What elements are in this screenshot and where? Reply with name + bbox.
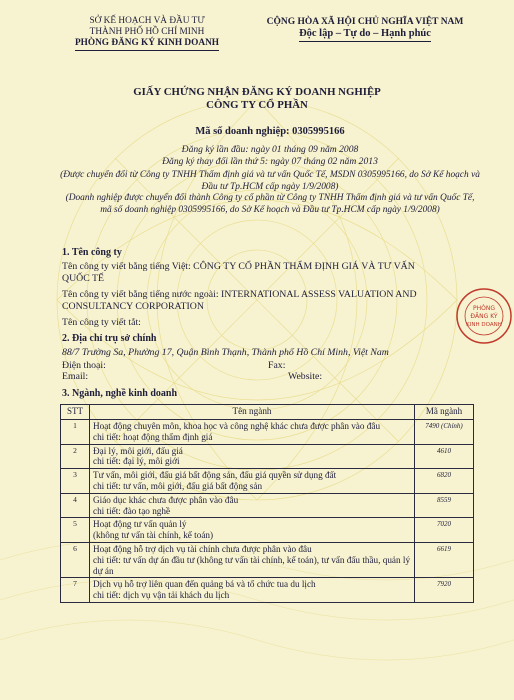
svg-text:KINH DOANH: KINH DOANH [466, 322, 502, 328]
business-name-detail: chi tiết: hoạt động thẩm định giá [93, 431, 213, 442]
conversion-note-2: (Doanh nghiệp được chuyển đổi thành Công ty cổ phần từ Công ty TNHH Thẩm định giá và tư vấn Quốc Tế, mã số doanh nghiệp 0305995166, do Sở Kế hoạch và Đầu tư Tp.HCM cấp ngày 1/9/2008) [65, 193, 475, 215]
col-stt: STT [61, 405, 90, 420]
change-registration: Đăng ký thay đổi lần thứ 5: ngày 07 tháng 02 năm 2013 [162, 156, 378, 167]
row-business-code: 8559 [415, 493, 474, 518]
business-name-main: Hoạt động chuyên môn, khoa học và công nghệ khác chưa được phân vào đâu [93, 421, 381, 431]
table-row [61, 444, 474, 469]
row-business-code: 6619 [415, 542, 474, 577]
row-business-code: 4610 [415, 444, 474, 469]
tax-code: Mã số doanh nghiệp: 0305995166 [195, 126, 345, 137]
table-row [61, 518, 474, 543]
motto: Độc lập – Tự do – Hạnh phúc [299, 28, 431, 42]
col-code: Mã ngành [415, 405, 474, 420]
row-stt: 7 [61, 578, 90, 603]
company-type: CÔNG TY CỔ PHẦN [206, 99, 308, 111]
row-business-code: 6820 [415, 469, 474, 494]
business-name-detail: (không tư vấn tài chính, kế toán) [93, 530, 214, 541]
section-1-heading: 1. Tên công ty [62, 247, 122, 258]
company-short-name: Tên công ty viết tắt: [62, 317, 141, 328]
table-row [61, 542, 474, 577]
row-business-name [90, 444, 415, 469]
agency-line-1: SỞ KẾ HOẠCH VÀ ĐẦU TƯ [89, 16, 205, 26]
website-label: Website: [288, 371, 323, 382]
table-header-row [61, 405, 474, 420]
company-name-vn: Tên công ty viết bằng tiếng Việt: CÔNG TY CỔ PHẦN THẨM ĐỊNH GIÁ VÀ TƯ VẤN QUỐC TẾ [62, 261, 415, 284]
conversion-note-1: (Được chuyển đổi từ Công ty TNHH Thẩm định giá và tư vấn Quốc Tế, MSDN 0305995166, do Sở Kế hoạch và Đầu tư Tp.HCM cấp ngày 1/9/2008) [60, 170, 480, 192]
row-business-name [90, 469, 415, 494]
business-name-detail: chi tiết: đại lý, môi giới [93, 456, 180, 467]
row-business-name [90, 420, 415, 445]
row-stt: 5 [61, 518, 90, 543]
table-row [61, 469, 474, 494]
svg-text:ĐĂNG KÝ: ĐĂNG KÝ [470, 313, 498, 320]
business-name-main: Đại lý, môi giới, đấu giá [93, 445, 183, 456]
row-business-name [90, 542, 415, 577]
first-registration: Đăng ký lần đầu: ngày 01 tháng 09 năm 2008 [181, 144, 359, 155]
business-name-main: Hoạt động hỗ trợ dịch vụ tài chính chưa được phân vào đâu [93, 543, 312, 554]
table-row [61, 493, 474, 518]
table-row [61, 420, 474, 445]
agency-line-3: PHÒNG ĐĂNG KÝ KINH DOANH [75, 38, 219, 51]
col-name: Tên ngành [90, 405, 415, 420]
business-name-main: Giáo dục khác chưa được phân vào đâu [93, 494, 239, 505]
certificate-title: GIẤY CHỨNG NHẬN ĐĂNG KÝ DOANH NGHIỆP [133, 86, 381, 98]
conversion-notes [60, 170, 480, 216]
row-stt: 4 [61, 493, 90, 518]
business-name-detail: chi tiết: tư vấn, môi giới, đấu giá bất động sản [93, 480, 263, 491]
business-name-detail: chi tiết: đào tạo nghề [93, 505, 171, 516]
business-name-main: Dịch vụ hỗ trợ liên quan đến quảng bá và tổ chức tua du lịch [93, 579, 316, 590]
row-stt: 3 [61, 469, 90, 494]
svg-text:PHÒNG: PHÒNG [473, 305, 495, 312]
business-lines-body [61, 420, 474, 603]
official-stamp [454, 286, 514, 346]
issuing-agency [52, 16, 242, 51]
nation-name: CỘNG HÒA XÃ HỘI CHỦ NGHĨA VIỆT NAM [266, 17, 464, 27]
company-name-foreign: Tên công ty viết bằng tiếng nước ngoài: INTERNATIONAL ASSESS VALUATION AND CONSULTANCY CORPORATION [62, 289, 417, 312]
section-3-heading: 3. Ngành, nghề kinh doanh [62, 388, 178, 399]
row-business-name [90, 518, 415, 543]
table-row [61, 578, 474, 603]
section-2-heading: 2. Địa chỉ trụ sở chính [62, 333, 157, 344]
row-business-code: 7920 [415, 578, 474, 603]
row-business-name [90, 578, 415, 603]
agency-line-2: THÀNH PHỐ HỒ CHÍ MINH [89, 27, 205, 37]
business-name-main: Tư vấn, môi giới, đấu giá bất động sản, đấu giá quyền sử dụng đất [93, 470, 337, 481]
business-name-detail: chi tiết: tư vấn dự án đầu tư (không tư vấn tài chính, kế toán), tư vấn đấu thầu, quản lý dự án [93, 554, 411, 576]
row-business-code: 7490 (Chính) [415, 420, 474, 445]
business-name-main: Hoạt động tư vấn quản lý [93, 519, 187, 530]
business-lines-table [60, 404, 474, 603]
row-business-code: 7020 [415, 518, 474, 543]
phone-label: Điện thoại: [62, 360, 106, 371]
business-name-detail: chi tiết: dịch vụ vận tải khách du lịch [93, 590, 230, 601]
row-stt: 6 [61, 542, 90, 577]
head-office-address: 88/7 Trường Sa, Phường 17, Quận Bình Thạnh, Thành phố Hồ Chí Minh, Việt Nam [62, 347, 389, 358]
row-stt: 2 [61, 444, 90, 469]
row-business-name [90, 493, 415, 518]
fax-label: Fax: [268, 360, 286, 371]
email-label: Email: [62, 371, 89, 382]
row-stt: 1 [61, 420, 90, 445]
national-motto [250, 16, 480, 42]
